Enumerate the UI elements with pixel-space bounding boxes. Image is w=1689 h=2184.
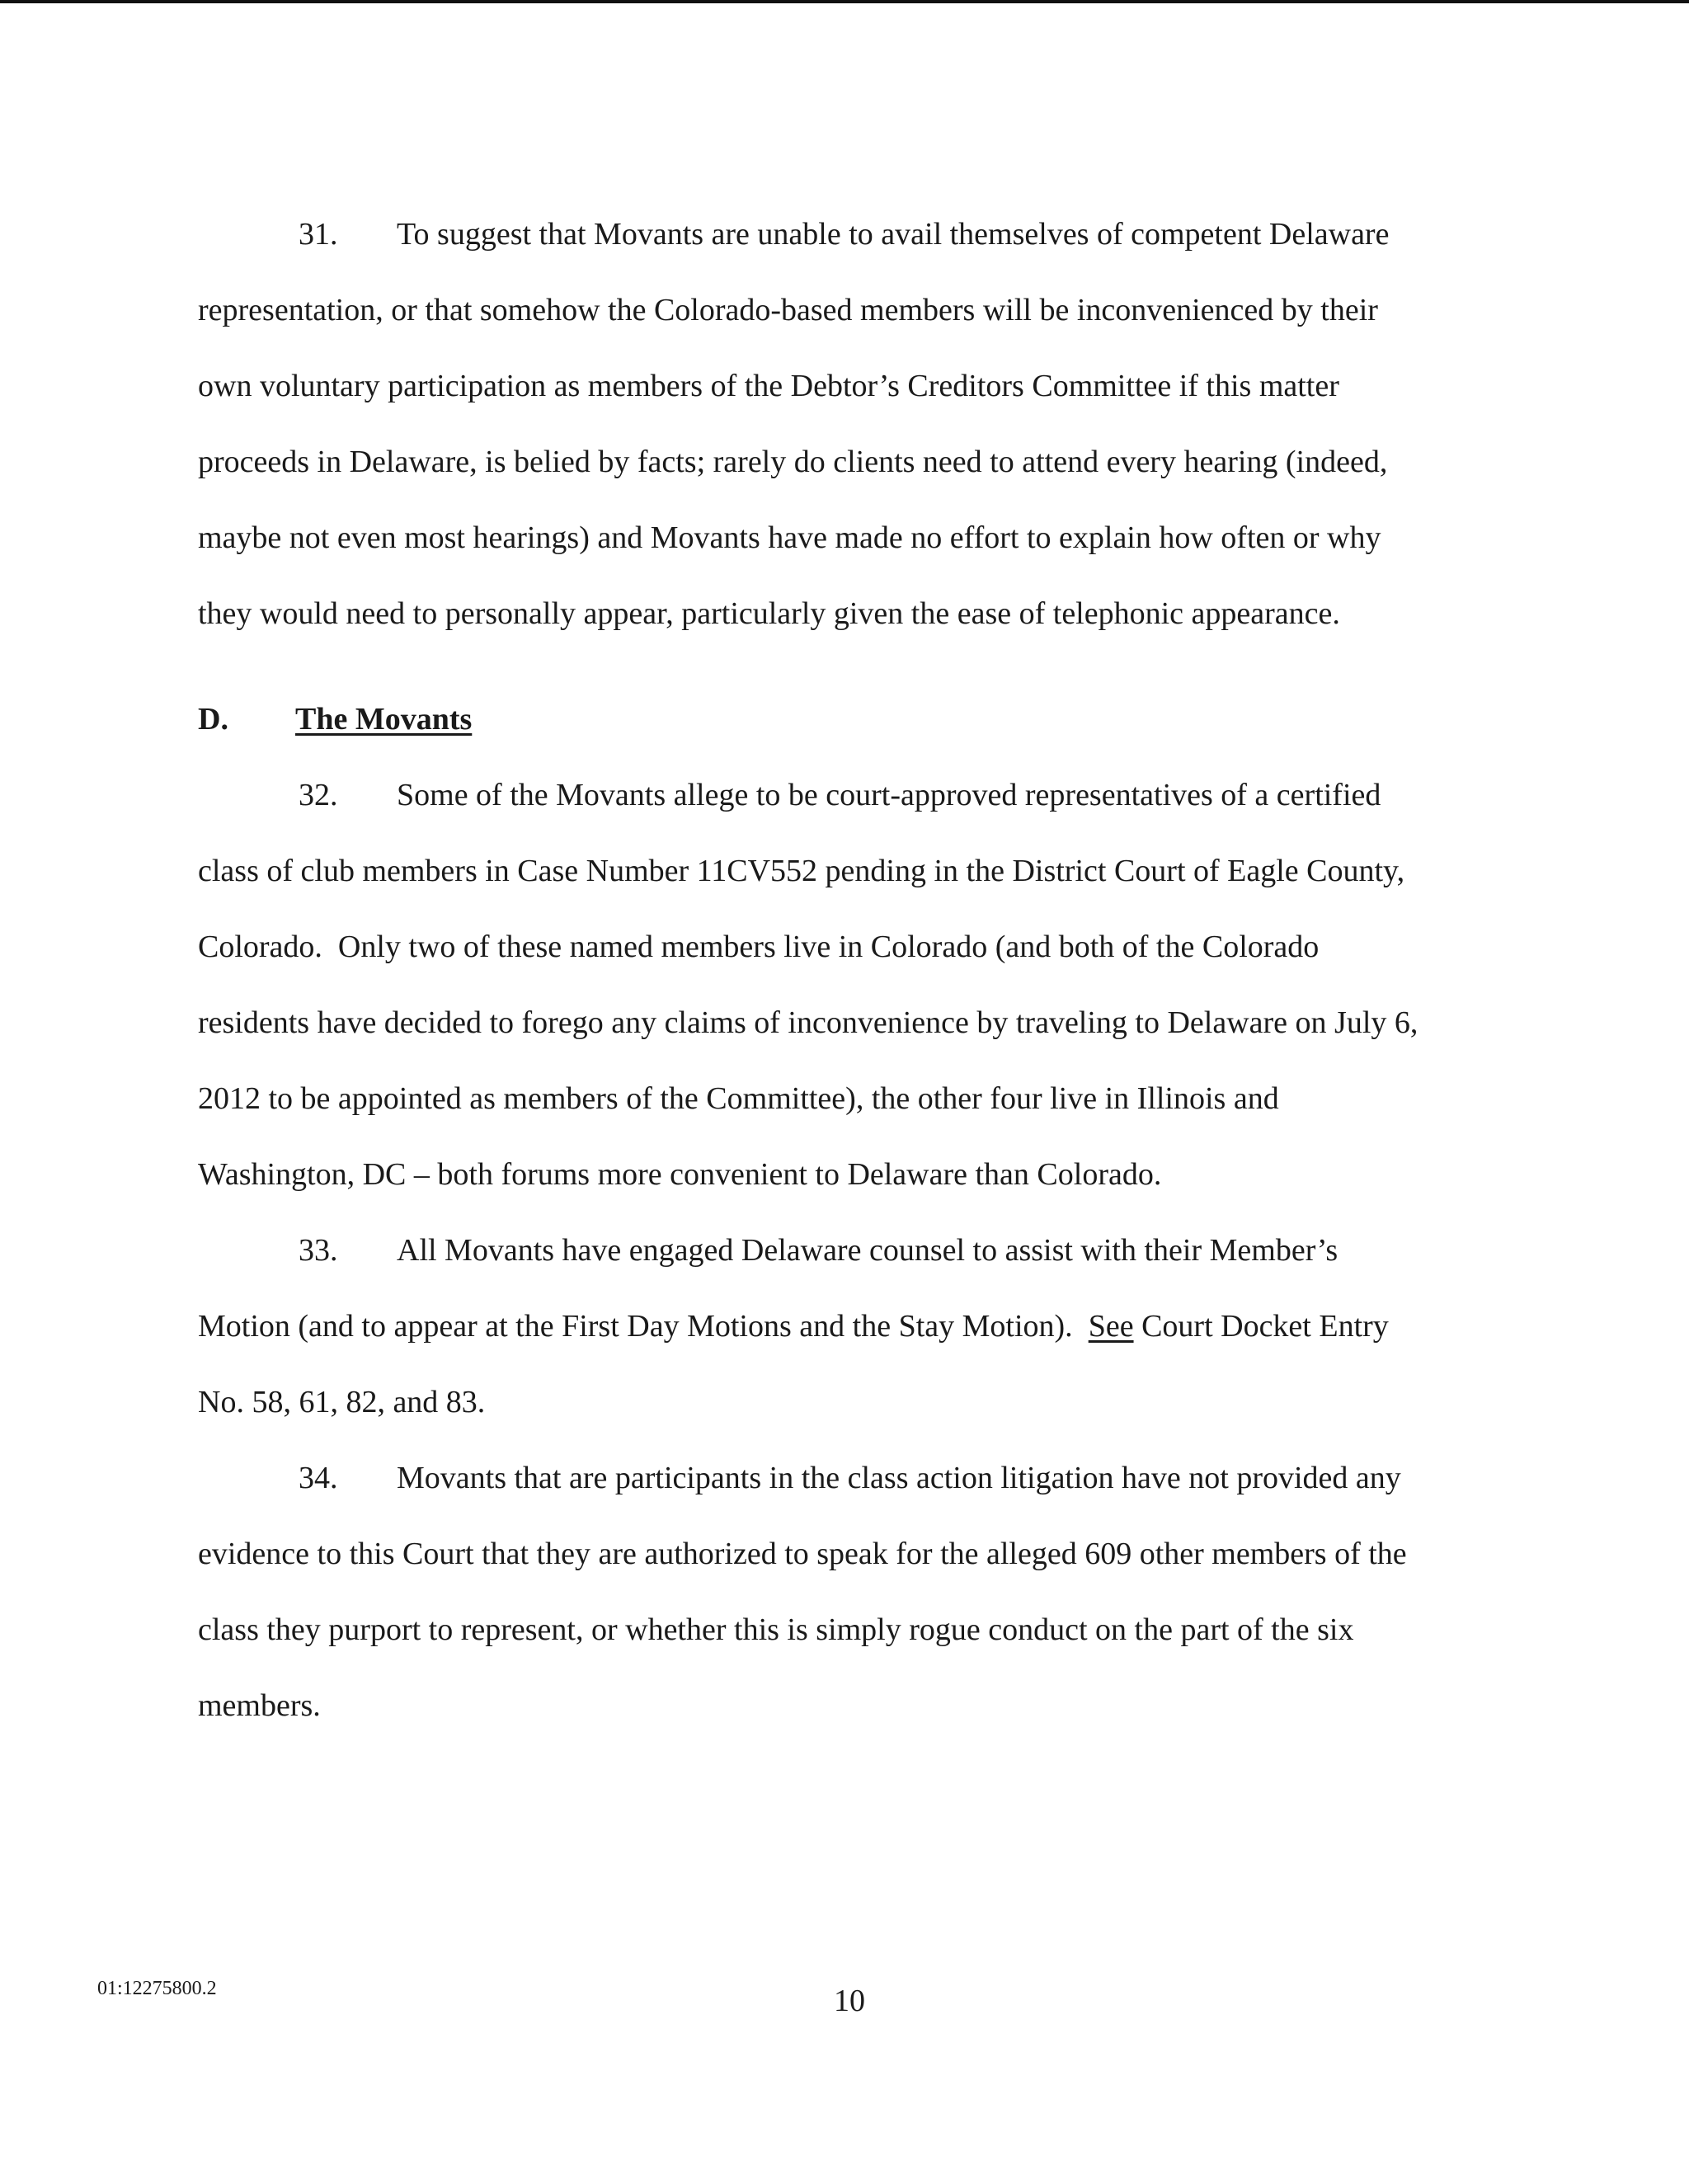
section-title: The Movants bbox=[295, 702, 473, 737]
paragraph-text-line: All Movants have engaged Delaware counsel to assist with their Member’s bbox=[397, 1233, 1338, 1268]
paragraph-34 bbox=[198, 1440, 1484, 1744]
paragraph-number: 31. bbox=[299, 217, 338, 252]
paragraph-text-line: residents have decided to forego any claims of inconvenience by traveling to Delaware on July 6, bbox=[198, 1005, 1418, 1040]
document-id: 01:12275800.2 bbox=[97, 1978, 217, 1999]
paragraph-text-line: To suggest that Movants are unable to avail themselves of competent Delaware bbox=[397, 217, 1390, 252]
paragraph-text-line: class they purport to represent, or whether this is simply rogue conduct on the part of the six bbox=[198, 1612, 1354, 1647]
see-signal: See bbox=[1088, 1309, 1134, 1344]
paragraph-number: 32. bbox=[299, 778, 338, 812]
page-number: 10 bbox=[834, 1984, 865, 2018]
paragraph-text-line: class of club members in Case Number 11CV552 pending in the District Court of Eagle County, bbox=[198, 854, 1405, 888]
paragraph-text-line: No. 58, 61, 82, and 83. bbox=[198, 1385, 486, 1419]
paragraph-text-line: Some of the Movants allege to be court-approved representatives of a certified bbox=[397, 778, 1381, 812]
paragraph-text-line: Colorado. Only two of these named members live in Colorado (and both of the Colorado bbox=[198, 930, 1320, 964]
paragraph-text-line: evidence to this Court that they are authorized to speak for the alleged 609 other members of the bbox=[198, 1537, 1407, 1571]
paragraph-text-line: representation, or that somehow the Colorado-based members will be inconvenienced by their bbox=[198, 293, 1378, 327]
paragraph-33 bbox=[198, 1212, 1484, 1440]
paragraph-32 bbox=[198, 757, 1484, 1212]
paragraph-text-line: they would need to personally appear, particularly given the ease of telephonic appearance. bbox=[198, 596, 1340, 631]
paragraph-text-line: members. bbox=[198, 1688, 321, 1723]
section-letter: D. bbox=[198, 702, 228, 737]
section-heading bbox=[198, 681, 1484, 757]
paragraph-text-line: Movants that are participants in the class action litigation have not provided any bbox=[397, 1461, 1401, 1495]
paragraph-number: 33. bbox=[299, 1233, 338, 1268]
paragraph-text-line: 2012 to be appointed as members of the Committee), the other four live in Illinois and bbox=[198, 1081, 1279, 1116]
paragraph-text-line: Washington, DC – both forums more convenient to Delaware than Colorado. bbox=[198, 1157, 1162, 1192]
top-border-rule bbox=[0, 0, 1689, 3]
paragraph-text-line: proceeds in Delaware, is belied by facts; rarely do clients need to attend every hearing (indeed, bbox=[198, 445, 1388, 479]
paragraph-text-line bbox=[198, 1288, 1484, 1364]
document-body bbox=[198, 196, 1484, 1744]
paragraph-number: 34. bbox=[299, 1461, 338, 1495]
text-fragment: Court Docket Entry bbox=[1133, 1309, 1389, 1344]
paragraph-31 bbox=[198, 196, 1484, 652]
text-fragment: Motion (and to appear at the First Day Motions and the Stay Motion). bbox=[198, 1309, 1089, 1344]
paragraph-text-line: own voluntary participation as members of the Debtor’s Creditors Committee if this matter bbox=[198, 369, 1339, 403]
paragraph-text-line: maybe not even most hearings) and Movants have made no effort to explain how often or why bbox=[198, 520, 1381, 555]
